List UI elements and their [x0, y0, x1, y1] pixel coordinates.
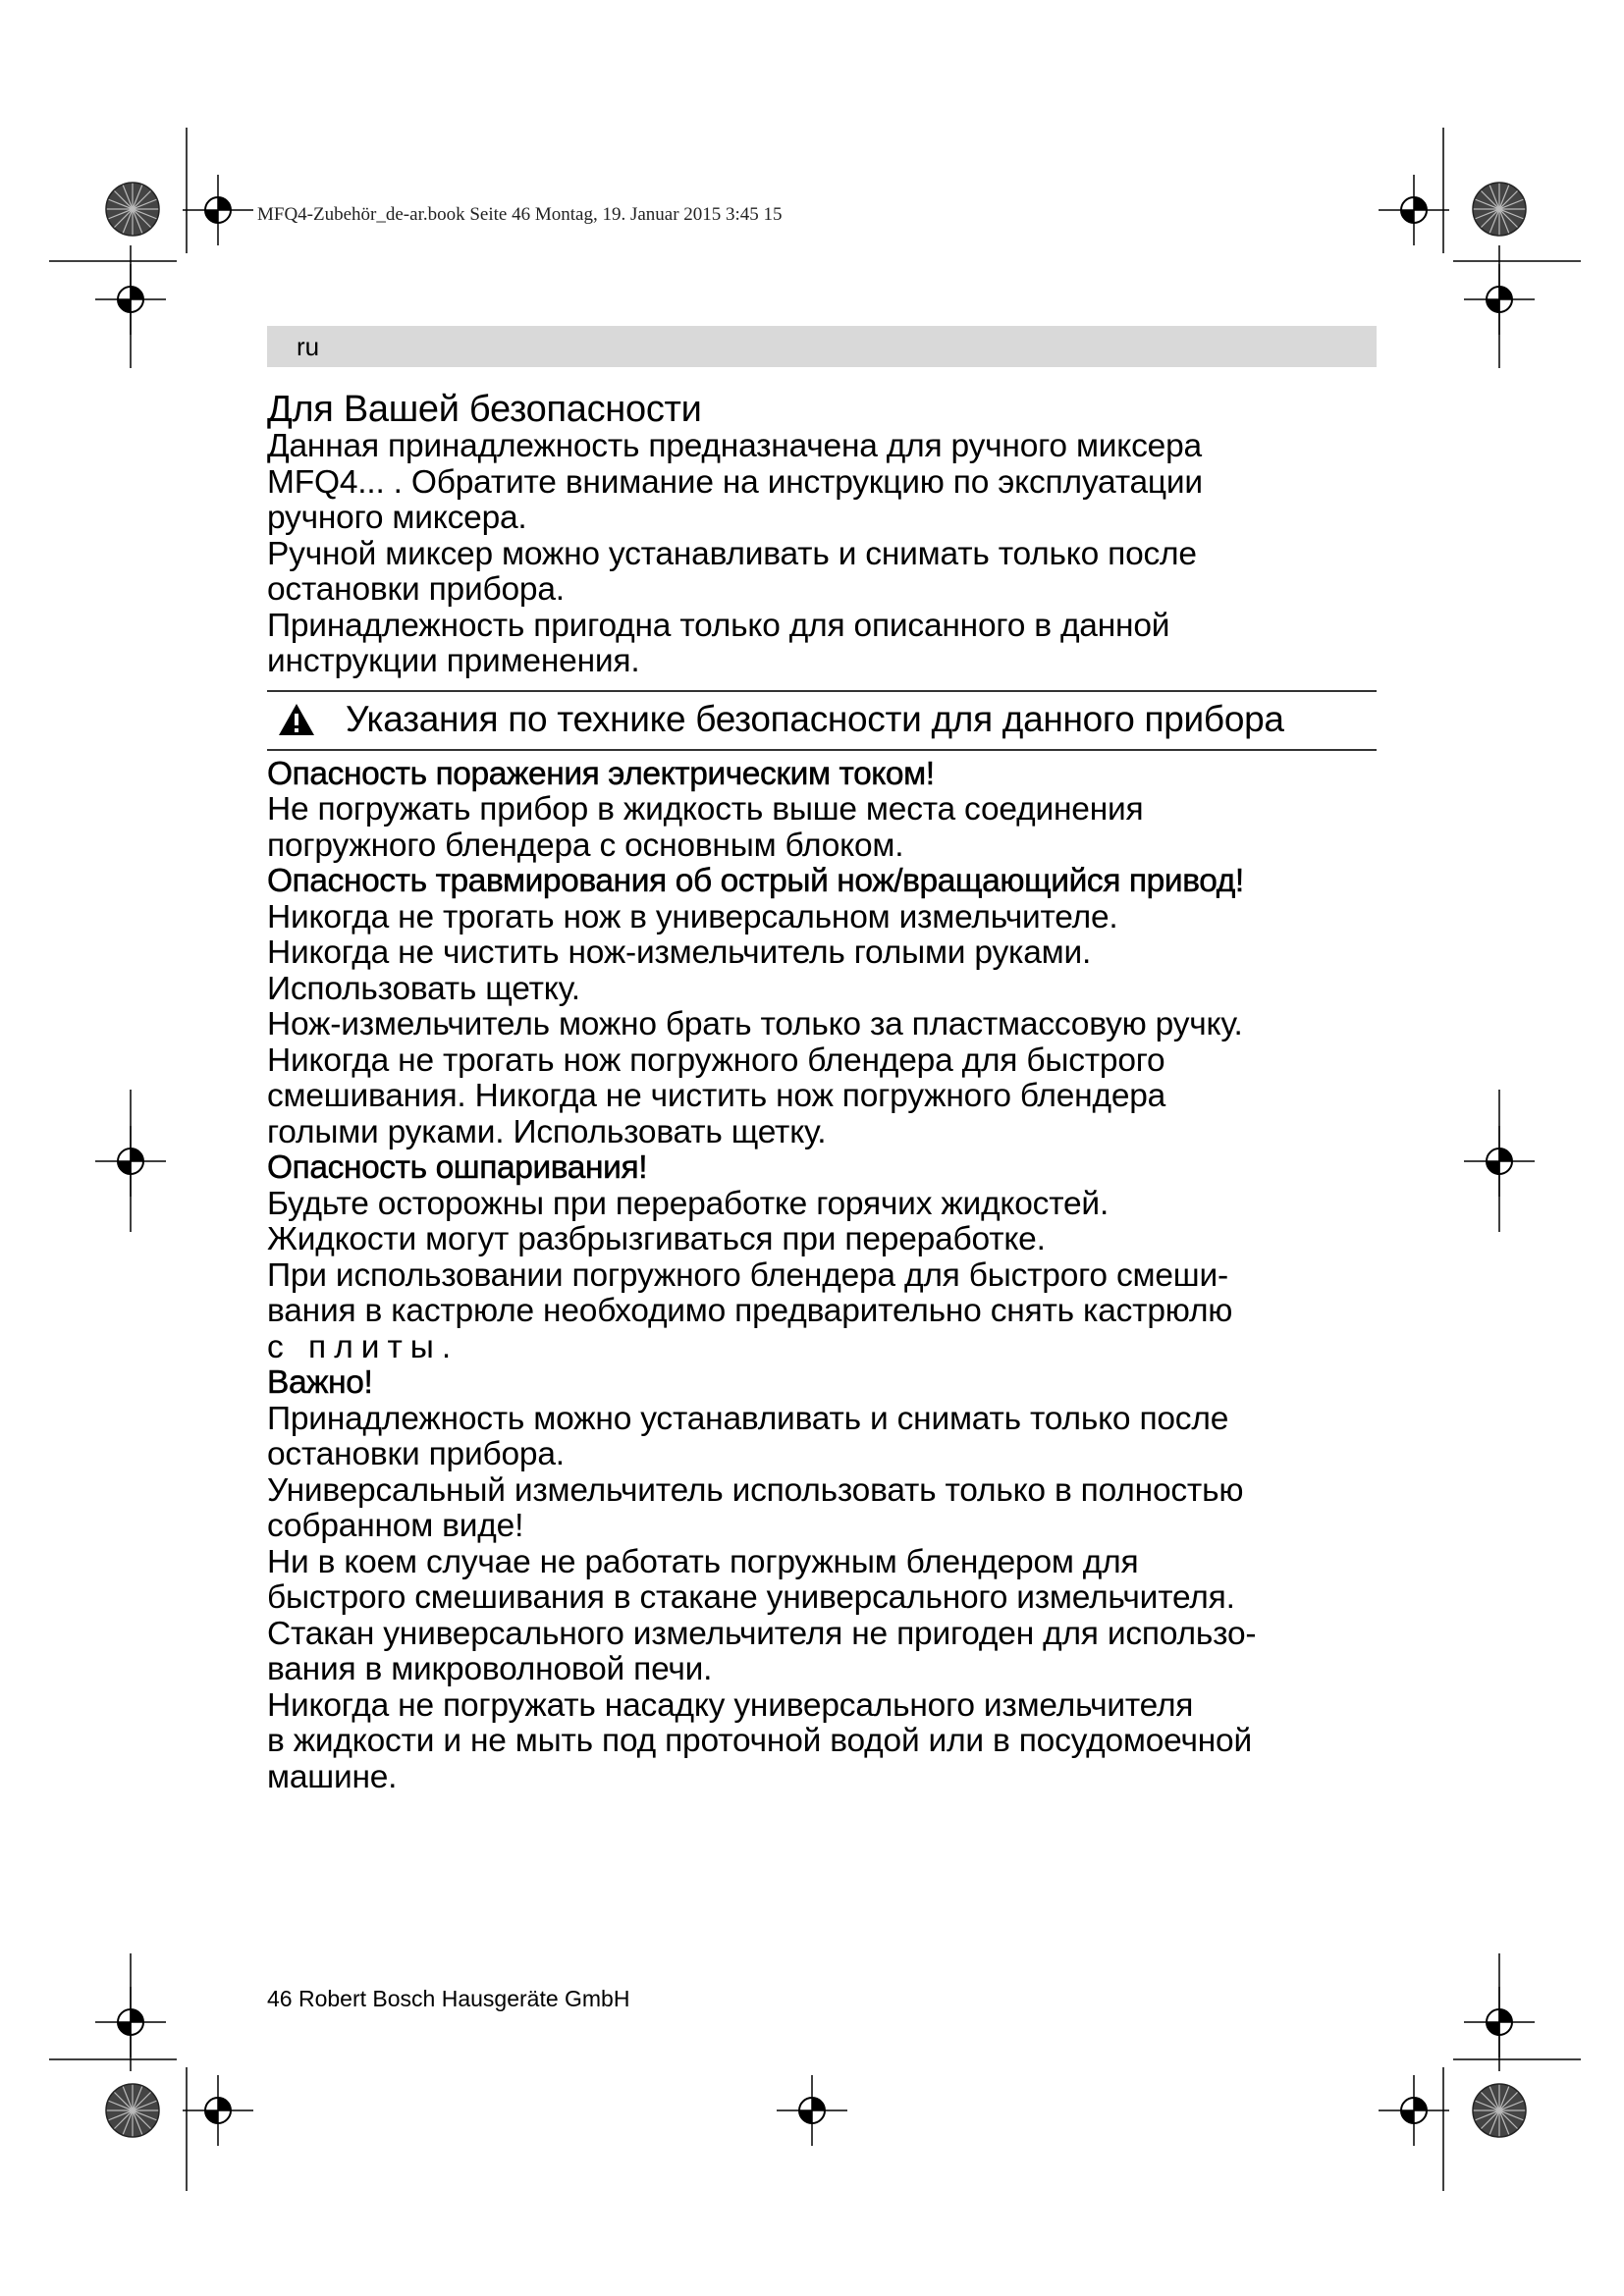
text-line: Стакан универсального измельчителя не пригоден для использо-: [267, 1615, 1257, 1652]
language-label: ru: [297, 332, 320, 361]
text-line: Никогда не трогать нож погружного блендера для быстрого: [267, 1041, 1165, 1079]
text-line: Ни в коем случае не работать погружным блендером для: [267, 1543, 1139, 1580]
hazard-heading: Важно!: [267, 1364, 373, 1401]
hazard-heading: Опасность ошпаривания!: [267, 1149, 648, 1186]
text-line: быстрого смешивания в стакане универсального измельчителя.: [267, 1579, 1235, 1616]
text-line: погружного блендера с основным блоком.: [267, 827, 904, 864]
page-footer: 46 Robert Bosch Hausgeräte GmbH: [267, 1986, 630, 2011]
warning-triangle-icon: [267, 698, 326, 741]
print-file-header: MFQ4-Zubehör_de-ar.book Seite 46 Montag, 19. Januar 2015 3:45 15: [257, 204, 783, 225]
safety-warning-heading: [267, 690, 1377, 751]
text-line: Нож-измельчитель можно брать только за пластмассовую ручку.: [267, 1006, 1243, 1042]
text-line: При использовании погружного блендера для быстрого смеши-: [267, 1256, 1228, 1294]
text-line: MFQ4... . Обратите внимание на инструкцию по эксплуатации: [267, 463, 1203, 501]
text-line: Не погружать прибор в жидкость выше места соединения: [267, 791, 1144, 828]
text-line: Принадлежность пригодна только для описанного в данной: [267, 607, 1170, 644]
text-line: с плиты.: [267, 1328, 460, 1365]
text-line: смешивания. Никогда не чистить нож погружного блендера: [267, 1078, 1166, 1114]
language-bar: [267, 326, 1377, 367]
text-line: Будьте осторожны при переработке горячих жидкостей.: [267, 1185, 1110, 1222]
text-line: инструкции применения.: [267, 643, 640, 679]
section-title: Для Вашей безопасности: [267, 389, 702, 430]
text-line: в жидкости и не мыть под проточной водой или в посудомоечной: [267, 1723, 1252, 1759]
text-line: собранном виде!: [267, 1508, 524, 1544]
text-line: Принадлежность можно устанавливать и снимать только после: [267, 1400, 1229, 1437]
warning-title: Указания по технике безопасности для данного прибора: [346, 698, 1284, 739]
text-line: Использовать щетку.: [267, 970, 580, 1007]
hazard-heading: Опасность поражения электрическим током!: [267, 755, 935, 792]
text-line: Никогда не погружать насадку универсального измельчителя: [267, 1686, 1194, 1724]
hazard-heading: Опасность травмирования об острый нож/вращающийся привод!: [267, 863, 1244, 899]
text-line: Никогда не трогать нож в универсальном измельчителе.: [267, 898, 1118, 935]
main-content: [267, 390, 1386, 1795]
text-line: остановки прибора.: [267, 1436, 565, 1472]
text-line: Ручной миксер можно устанавливать и снимать только после: [267, 535, 1197, 572]
text-line: Универсальный измельчитель использовать только в полностью: [267, 1471, 1244, 1509]
text-line: остановки прибора.: [267, 571, 565, 608]
text-line: ручного миксера.: [267, 500, 527, 536]
text-line: Жидкости могут разбрызгиваться при переработке.: [267, 1221, 1046, 1257]
text-line: вания в микроволновой печи.: [267, 1651, 713, 1687]
text-line: голыми руками. Использовать щетку.: [267, 1113, 827, 1150]
text-line: Данная принадлежность предназначена для ручного миксера: [267, 428, 1202, 464]
text-line: вания в кастрюле необходимо предварительно снять кастрюлю: [267, 1293, 1233, 1329]
text-line: Никогда не чистить нож-измельчитель голыми руками.: [267, 934, 1092, 971]
text-line: машине.: [267, 1758, 398, 1795]
